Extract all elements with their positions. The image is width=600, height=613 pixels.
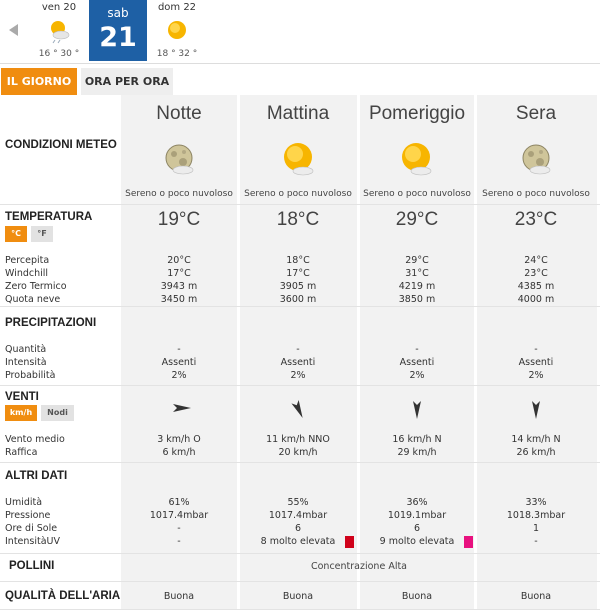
period-temperature: 19°C — [157, 209, 201, 230]
snow-level-label: Quota neve — [5, 294, 61, 305]
gust-value: 6 km/h — [162, 447, 196, 458]
day-number: 21 — [99, 22, 137, 53]
moon-icon — [518, 141, 554, 177]
unit-celsius-toggle[interactable]: °C — [5, 226, 27, 242]
intensity-value: Assenti — [518, 357, 554, 368]
gust-label: Raffica — [5, 447, 38, 458]
day-temps: 18 ° 32 ° — [156, 49, 198, 59]
intensity-label: Intensità — [5, 357, 47, 368]
sun-hours-value: - — [177, 523, 181, 534]
row-divider — [0, 581, 600, 582]
temperature-label: TEMPERATURA — [5, 211, 93, 223]
gust-value: 26 km/h — [516, 447, 556, 458]
gust-value: 20 km/h — [278, 447, 318, 458]
tab-hourly[interactable]: ORA PER ORA — [81, 68, 173, 95]
wind-average-value: 11 km/h NNO — [266, 434, 330, 445]
quantity-value: - — [296, 344, 300, 355]
precipitation-label: PRECIPITAZIONI — [5, 317, 97, 329]
perceived-value: 18°C — [286, 255, 310, 266]
air-quality-label: QUALITÀ DELL'ARIA — [5, 590, 121, 602]
quantity-value: - — [177, 344, 181, 355]
perceived-label: Percepita — [5, 255, 50, 266]
wind-arrow-icon — [521, 397, 551, 419]
period-name: Pomeriggio — [368, 103, 466, 124]
unit-knots-toggle[interactable]: Nodi — [41, 405, 74, 421]
period-temperature: 23°C — [514, 209, 558, 230]
quantity-value: - — [534, 344, 538, 355]
gust-value: 29 km/h — [397, 447, 437, 458]
day-name: ven 20 — [41, 2, 77, 13]
wind-arrow-icon — [169, 393, 191, 423]
period-description: Sereno o poco nuvoloso — [363, 189, 471, 199]
windchill-value: 31°C — [405, 268, 429, 279]
snow-level-value: 3600 m — [279, 294, 317, 305]
perceived-value: 29°C — [405, 255, 429, 266]
other-data-label: ALTRI DATI — [5, 470, 68, 482]
uv-label: IntensitàUV — [5, 536, 61, 547]
tab-day[interactable]: IL GIORNO — [1, 68, 77, 95]
period-description: Sereno o poco nuvoloso — [244, 189, 352, 199]
row-divider — [0, 385, 600, 386]
unit-kmh-toggle[interactable]: km/h — [5, 405, 37, 421]
period-description: Sereno o poco nuvoloso — [482, 189, 590, 199]
air-quality-value: Buona — [282, 591, 314, 602]
wind-arrow-icon — [402, 397, 432, 419]
row-divider — [0, 204, 600, 205]
humidity-value: 61% — [168, 497, 190, 508]
windchill-value: 17°C — [167, 268, 191, 279]
day-item-dom[interactable] — [148, 0, 206, 64]
humidity-value: 55% — [287, 497, 309, 508]
conditions-label: CONDIZIONI METEO — [5, 139, 117, 151]
probability-value: 2% — [528, 370, 544, 381]
probability-value: 2% — [290, 370, 306, 381]
period-name: Mattina — [266, 103, 330, 124]
snow-level-value: 4000 m — [517, 294, 555, 305]
period-name: Sera — [515, 103, 557, 124]
freezing-level-value: 4385 m — [517, 281, 555, 292]
day-name: sab — [107, 6, 129, 20]
day-item-sab-active[interactable] — [89, 0, 147, 61]
pressure-value: 1017.4mbar — [268, 510, 328, 521]
windchill-value: 17°C — [286, 268, 310, 279]
freezing-level-value: 3943 m — [160, 281, 198, 292]
row-divider — [0, 609, 600, 610]
sun-hours-value: 1 — [532, 523, 540, 534]
probability-value: 2% — [409, 370, 425, 381]
wind-average-value: 16 km/h N — [392, 434, 442, 445]
moon-icon — [161, 141, 197, 177]
perceived-value: 20°C — [167, 255, 191, 266]
quantity-label: Quantità — [5, 344, 47, 355]
uv-value: 9 molto elevata — [379, 536, 455, 547]
intensity-value: Assenti — [399, 357, 435, 368]
pressure-value: 1019.1mbar — [387, 510, 447, 521]
unit-fahrenheit-toggle[interactable]: °F — [31, 226, 53, 242]
humidity-value: 33% — [525, 497, 547, 508]
quantity-value: - — [415, 344, 419, 355]
pollen-value: Concentrazione Alta — [310, 561, 408, 572]
day-selector — [0, 0, 600, 64]
uv-value: 8 molto elevata — [260, 536, 336, 547]
perceived-value: 24°C — [524, 255, 548, 266]
row-divider — [0, 462, 600, 463]
sun-icon — [163, 16, 191, 44]
day-temps: 16 ° 30 ° — [38, 49, 80, 59]
wind-average-value: 3 km/h O — [157, 434, 201, 445]
winds-label: VENTI — [5, 391, 39, 403]
humidity-label: Umidità — [5, 497, 43, 508]
snow-level-value: 3450 m — [160, 294, 198, 305]
period-name: Notte — [156, 103, 202, 124]
uv-value: - — [177, 536, 181, 547]
uv-level-swatch — [345, 536, 354, 548]
sun-hours-value: 6 — [413, 523, 421, 534]
period-temperature: 18°C — [276, 209, 320, 230]
uv-level-swatch — [464, 536, 473, 548]
freezing-level-label: Zero Termico — [5, 281, 67, 292]
row-divider — [0, 553, 600, 554]
intensity-value: Assenti — [161, 357, 197, 368]
wind-average-label: Vento medio — [5, 434, 65, 445]
freezing-level-value: 4219 m — [398, 281, 436, 292]
sun-hours-value: 6 — [294, 523, 302, 534]
windchill-label: Windchill — [5, 268, 49, 279]
windchill-value: 23°C — [524, 268, 548, 279]
air-quality-value: Buona — [520, 591, 552, 602]
period-description: Sereno o poco nuvoloso — [125, 189, 233, 199]
pollen-label: POLLINI — [9, 560, 55, 572]
pressure-label: Pressione — [5, 510, 51, 521]
row-divider — [0, 306, 600, 307]
probability-value: 2% — [171, 370, 187, 381]
sun-icon — [399, 141, 435, 177]
uv-value: - — [534, 536, 538, 547]
snow-level-value: 3850 m — [398, 294, 436, 305]
sun-icon — [281, 141, 317, 177]
wind-average-value: 14 km/h N — [511, 434, 561, 445]
air-quality-value: Buona — [163, 591, 195, 602]
day-item-ven[interactable] — [30, 0, 88, 64]
day-name: dom 22 — [157, 2, 197, 13]
freezing-level-value: 3905 m — [279, 281, 317, 292]
previous-day-arrow-icon[interactable] — [9, 24, 18, 36]
sun-cloud-icon — [45, 16, 73, 44]
air-quality-value: Buona — [401, 591, 433, 602]
probability-label: Probabilità — [5, 370, 56, 381]
period-temperature: 29°C — [395, 209, 439, 230]
pressure-value: 1017.4mbar — [149, 510, 209, 521]
intensity-value: Assenti — [280, 357, 316, 368]
pressure-value: 1018.3mbar — [506, 510, 566, 521]
sun-hours-label: Ore di Sole — [5, 523, 58, 534]
humidity-value: 36% — [406, 497, 428, 508]
